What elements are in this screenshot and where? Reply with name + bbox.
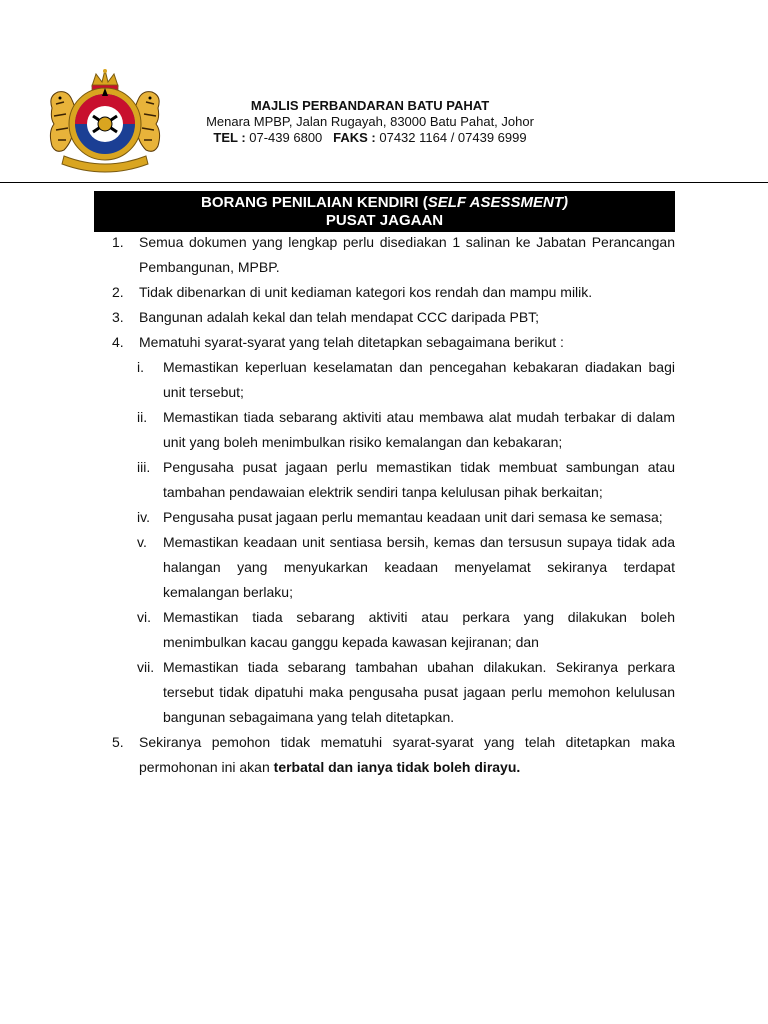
shield-icon xyxy=(69,88,141,160)
form-title-banner xyxy=(94,191,675,232)
list-item xyxy=(112,305,675,330)
header-divider xyxy=(0,182,768,183)
contact-line xyxy=(180,130,560,146)
item-number: 1. xyxy=(112,234,124,250)
sub-list-item xyxy=(112,455,675,505)
item-number: 5. xyxy=(112,734,124,750)
requirements-list xyxy=(112,230,675,780)
list-item xyxy=(112,730,675,780)
tel-value: 07-439 6800 xyxy=(245,130,323,145)
item-text: Tidak dibenarkan di unit kediaman kategori kos rendah dan mampu milik. xyxy=(139,284,593,300)
tel-label: TEL : xyxy=(213,130,246,145)
sub-item-number: iii. xyxy=(137,459,151,475)
org-name: MAJLIS PERBANDARAN BATU PAHAT xyxy=(250,98,490,113)
item-number: 2. xyxy=(112,284,124,300)
sub-list-item xyxy=(112,405,675,455)
sub-item-text: Memastikan tiada sebarang tambahan ubahan dilakukan. Sekiranya perkara tersebut tidak dipatuhi maka pengusaha pusat jagaan perlu memohon kelulusan bangunan sebagaimana yang telah ditetapkan. xyxy=(163,659,675,725)
item-text: Bangunan adalah kekal dan telah mendapat CCC daripada PBT; xyxy=(139,309,540,325)
sub-item-number: vi. xyxy=(137,609,151,625)
form-subtitle: PUSAT JAGAAN xyxy=(325,212,444,229)
sub-list-item xyxy=(112,355,675,405)
sub-item-text: Memastikan tiada sebarang aktiviti atau perkara yang dilakukan boleh menimbulkan kacau ganggu kepada kawasan kejiranan; dan xyxy=(163,609,675,650)
sub-item-text: Pengusaha pusat jagaan perlu memastikan tidak membuat sambungan atau tambahan pendawaian elektrik sendiri tanpa kelulusan pihak berkaitan; xyxy=(163,459,675,500)
sub-list-item xyxy=(112,505,675,530)
sub-item-number: vii. xyxy=(137,659,155,675)
sub-item-number: ii. xyxy=(137,409,148,425)
crest-icon xyxy=(44,68,166,174)
item-text: Sekiranya pemohon tidak mematuhi syarat-syarat yang telah ditetapkan maka permohonan ini akan xyxy=(139,734,675,775)
sub-item-text: Memastikan keperluan keselamatan dan pencegahan kebakaran diadakan bagi unit tersebut; xyxy=(163,359,675,400)
sub-list-item xyxy=(112,605,675,655)
fax-value: 07432 1164 / 07439 6999 xyxy=(375,130,527,145)
list-item xyxy=(112,230,675,280)
letterhead xyxy=(180,98,560,146)
fax-label: FAKS : xyxy=(333,130,376,145)
sub-item-number: iv. xyxy=(137,509,150,525)
sub-list-item xyxy=(112,530,675,605)
crown-icon xyxy=(92,69,118,90)
item-text-emphasis: terbatal dan ianya tidak boleh dirayu. xyxy=(273,759,521,775)
org-address: Menara MPBP, Jalan Rugayah, 83000 Batu Pahat, Johor xyxy=(206,114,534,129)
list-item xyxy=(112,280,675,305)
list-item xyxy=(112,330,675,355)
sub-list-item xyxy=(112,655,675,730)
sub-item-text: Pengusaha pusat jagaan perlu memantau keadaan unit dari semasa ke semasa; xyxy=(163,509,663,525)
item-text: Semua dokumen yang lengkap perlu disediakan 1 salinan ke Jabatan Perancangan Pembangunan, MPBP. xyxy=(139,234,675,275)
sub-item-number: i. xyxy=(137,359,144,375)
form-title: BORANG PENILAIAN KENDIRI (SELF ASESSMENT) xyxy=(201,194,568,211)
mpbp-crest-logo xyxy=(44,68,166,174)
item-text: Mematuhi syarat-syarat yang telah ditetapkan sebagaimana berikut : xyxy=(139,334,564,350)
item-number: 3. xyxy=(112,309,124,325)
sub-item-text: Memastikan keadaan unit sentiasa bersih, kemas dan tersusun supaya tidak ada halangan yang menyukarkan keadaan menyelamat sekiranya terdapat kemalangan berlaku; xyxy=(163,534,675,600)
sub-item-text: Memastikan tiada sebarang aktiviti atau membawa alat mudah terbakar di dalam unit yang boleh menimbulkan risiko kemalangan dan kebakaran; xyxy=(163,409,675,450)
sub-item-number: v. xyxy=(137,534,147,550)
item-number: 4. xyxy=(112,334,124,350)
